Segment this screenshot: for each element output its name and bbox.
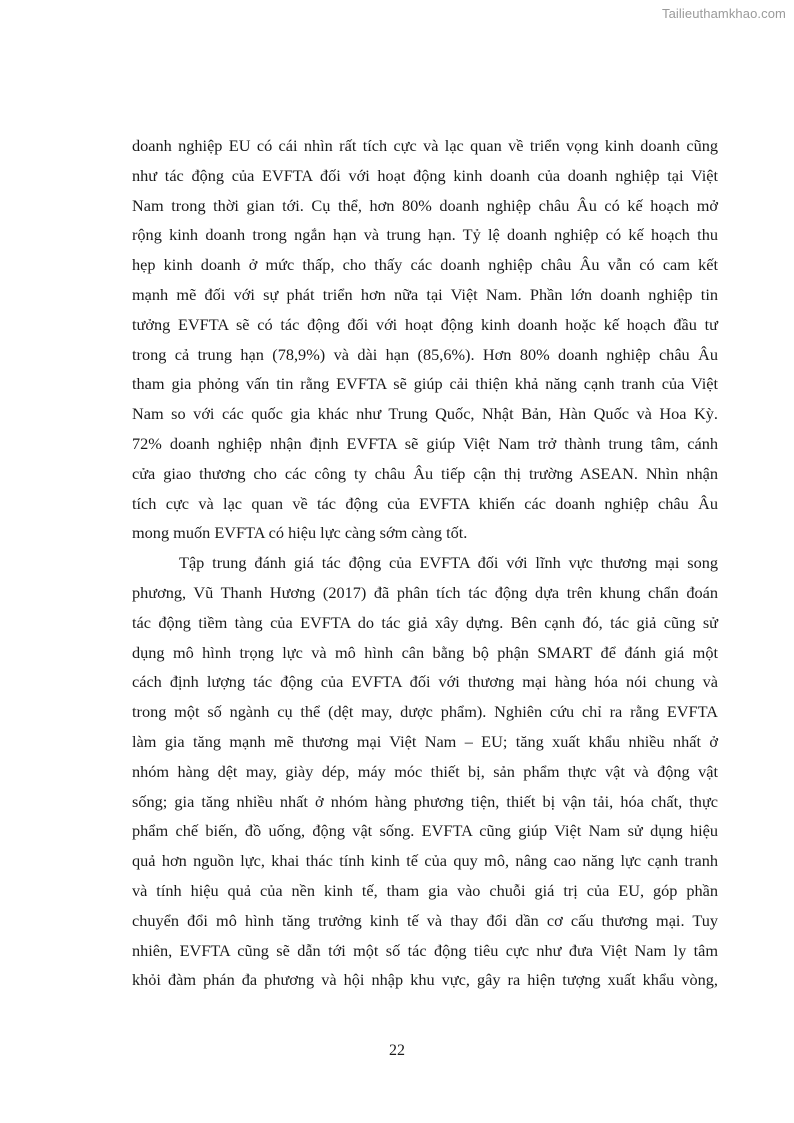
text-line: tích cực và lạc quan về tác động của EVFTA khiến các doanh nghiệp châu Âu <box>132 493 718 513</box>
text-line: phẩm chế biến, đồ uống, động vật sống. EVFTA cũng giúp Việt Nam sử dụng hiệu <box>132 821 718 841</box>
paragraph-1 <box>132 131 718 548</box>
text-line: làm gia tăng mạnh mẽ thương mại Việt Nam – EU; tăng xuất khẩu nhiều nhất ở <box>132 731 718 751</box>
text-line: nhóm hàng dệt may, giày dép, máy móc thiết bị, sản phẩm thực vật và động vật <box>132 761 718 781</box>
text-line: phương, Vũ Thanh Hương (2017) đã phân tích tác động dựa trên khung chẩn đoán <box>132 582 718 602</box>
text-line: sống; gia tăng nhiều nhất ở nhóm hàng phương tiện, thiết bị vận tải, hóa chất, thực <box>132 791 718 811</box>
text-line: tác động tiềm tàng của EVFTA do tác giả xây dựng. Bên cạnh đó, tác giả cũng sử <box>132 612 718 632</box>
text-line: trong một số ngành cụ thể (dệt may, dược phẩm). Nghiên cứu chỉ ra rằng EVFTA <box>132 702 718 722</box>
paragraph-2 <box>132 548 718 995</box>
text-line: Nam trong thời gian tới. Cụ thể, hơn 80% doanh nghiệp châu Âu có kế hoạch mở <box>132 195 718 215</box>
text-line: như tác động của EVFTA đối với hoạt động kinh doanh của doanh nghiệp tại Việt <box>132 165 718 185</box>
watermark-text: Tailieuthamkhao.com <box>661 6 786 21</box>
text-line: rộng kinh doanh trong ngắn hạn và trung hạn. Tỷ lệ doanh nghiệp có kế hoạch thu <box>132 225 718 245</box>
text-line: cửa giao thương cho các công ty châu Âu tiếp cận thị trường ASEAN. Nhìn nhận <box>132 463 718 483</box>
text-line: cách định lượng tác động của EVFTA đối với thương mại hàng hóa nói chung và <box>132 672 718 692</box>
page-number: 22 <box>389 1042 405 1059</box>
text-line: chuyển đổi mô hình tăng trưởng kinh tế và thay đổi dần cơ cấu thương mại. Tuy <box>132 910 718 930</box>
text-line: hẹp kinh doanh ở mức thấp, cho thấy các doanh nghiệp châu Âu vẫn có cam kết <box>132 255 718 275</box>
text-line: khỏi đàm phán đa phương và hội nhập khu vực, gây ra hiện tượng xuất khẩu vòng, <box>132 970 718 990</box>
document-body <box>132 131 718 995</box>
text-line: tham gia phỏng vấn tin rằng EVFTA sẽ giúp cải thiện khả năng cạnh tranh của Việt <box>132 374 718 394</box>
text-line: nhiên, EVFTA cũng sẽ dẫn tới một số tác động tiêu cực như đưa Việt Nam ly tâm <box>132 940 718 960</box>
text-line: dụng mô hình trọng lực và mô hình cân bằng bộ phận SMART để đánh giá một <box>132 642 718 662</box>
text-line: tưởng EVFTA sẽ có tác động đối với hoạt động kinh doanh hoặc kế hoạch đầu tư <box>132 314 718 334</box>
text-line: mong muốn EVFTA có hiệu lực càng sớm càng tốt. <box>132 523 468 543</box>
text-line: và tính hiệu quả của nền kinh tế, tham gia vào chuỗi giá trị của EU, góp phần <box>132 880 718 900</box>
text-line: doanh nghiệp EU có cái nhìn rất tích cực và lạc quan về triển vọng kinh doanh cũng <box>132 136 718 155</box>
text-line: Nam so với các quốc gia khác như Trung Quốc, Nhật Bản, Hàn Quốc và Hoa Kỳ. <box>132 404 718 424</box>
text-line: trong cả trung hạn (78,9%) và dài hạn (85,6%). Hơn 80% doanh nghiệp châu Âu <box>132 344 718 364</box>
text-line: quả hơn nguồn lực, khai thác tính kinh tế của quy mô, nâng cao năng lực cạnh tranh <box>132 851 718 871</box>
text-line: 72% doanh nghiệp nhận định EVFTA sẽ giúp Việt Nam trở thành trung tâm, cánh <box>132 433 718 453</box>
text-line: Tập trung đánh giá tác động của EVFTA đối với lĩnh vực thương mại song <box>179 553 718 573</box>
text-line: mạnh mẽ đối với sự phát triển hơn nữa tại Việt Nam. Phần lớn doanh nghiệp tin <box>132 284 718 304</box>
